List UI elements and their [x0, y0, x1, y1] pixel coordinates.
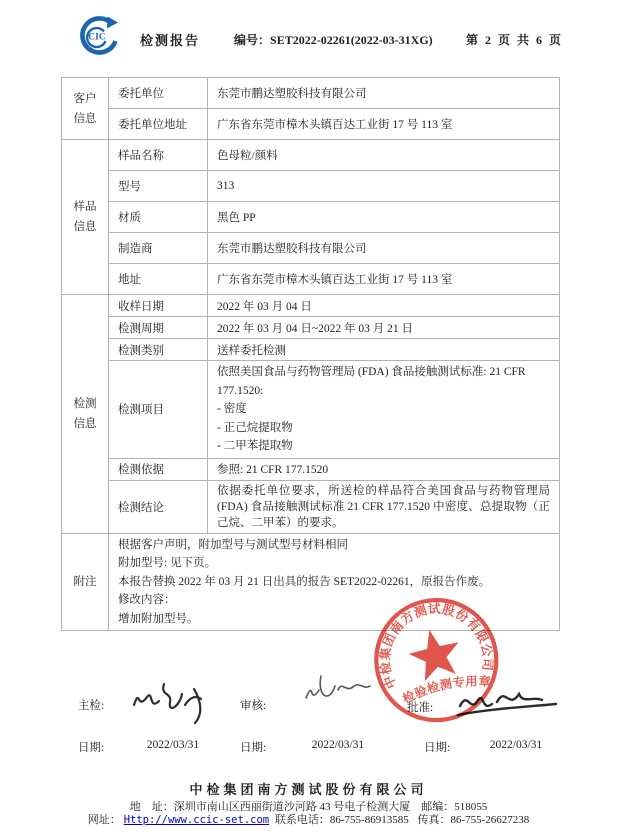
table-row — [62, 109, 560, 140]
table-row — [62, 264, 560, 295]
section-label-sample: 样品信息 — [62, 140, 109, 295]
footer-company-name: 中检集团南方测试股份有限公司 — [189, 782, 428, 797]
table-row — [62, 233, 560, 264]
row-value: 2022 年 03 月 04 日 — [208, 295, 560, 317]
inspector-date-label: 日期: — [78, 742, 105, 754]
table-row — [62, 317, 560, 339]
section-label-test: 检测信息 — [62, 295, 109, 534]
seal-star — [404, 624, 465, 683]
row-label: 样品名称 — [109, 140, 208, 171]
reviewer-signature — [290, 668, 378, 718]
row-label: 检测周期 — [109, 317, 208, 339]
row-label: 制造商 — [109, 233, 208, 264]
note-line: 增加附加型号。 — [118, 612, 199, 625]
table-row — [62, 480, 560, 533]
row-label: 检测类别 — [109, 339, 208, 361]
page-indicator: 第 2 页 共 6 页 — [466, 33, 564, 47]
table-row — [62, 458, 560, 480]
row-label: 委托单位地址 — [109, 109, 208, 140]
note-line: 根据客户声明，附加型号与测试型号材料相同 — [118, 538, 348, 551]
report-title: 检测报告 — [140, 33, 201, 48]
row-value: 黑色 PP — [208, 202, 560, 233]
approver-date-label: 日期: — [424, 742, 451, 754]
inspector-label: 主检: — [78, 700, 105, 712]
report-number — [234, 31, 433, 48]
test-item-line: - 正己烷提取物 — [217, 421, 293, 434]
table-row — [62, 78, 560, 109]
footer-address: 地 址：深圳市南山区西丽街道沙河路 43 号电子检测大厦 邮编：518055 — [129, 801, 488, 813]
test-item-line: 177.1520: — [217, 384, 264, 397]
inspector-signature — [122, 671, 218, 727]
reviewer-date: 2022/03/31 — [311, 739, 365, 751]
report-number-value: SET2022-02261(2022-03-31XG) — [270, 33, 433, 47]
row-value-test-items — [208, 361, 560, 459]
seal-company-text: 中检集团南方测试股份有限公司 — [377, 602, 495, 691]
row-value: 参照: 21 CFR 177.1520 — [208, 458, 560, 480]
row-label: 收样日期 — [109, 295, 208, 317]
inspector-date: 2022/03/31 — [146, 739, 200, 751]
row-value: 广东省东莞市樟木头镇百达工业街 17 号 113 室 — [208, 109, 560, 140]
section-label-customer: 客户信息 — [62, 78, 109, 140]
report-number-label: 编号： — [234, 33, 271, 47]
test-item-line: - 密度 — [217, 403, 247, 415]
note-line: 本报告替换 2022 年 03 月 21 日出具的报告 SET2022-02261，原报告作废。 — [118, 575, 491, 588]
row-label: 检测依据 — [109, 458, 208, 480]
section-label-notes: 附注 — [62, 533, 109, 631]
row-value-conclusion: 依据委托单位要求，所送检的样品符合美国食品与药物管理局 (FDA) 食品接触测试标准 21 CFR 177.1520 中密度、总提取物（正己烷、二甲苯）的要求。 — [208, 480, 560, 533]
row-value: 色母粒/颜料 — [208, 140, 560, 171]
reviewer-label: 审核: — [240, 700, 267, 712]
approver-label: 批准: — [407, 702, 434, 714]
test-item-line: 依照美国食品与药物管理局 (FDA) 食品接触测试标准: 21 CFR — [217, 366, 526, 378]
row-label: 材质 — [109, 202, 208, 233]
footer-contact-line — [0, 811, 617, 827]
row-value: 2022 年 03 月 04 日~2022 年 03 月 21 日 — [208, 317, 560, 339]
footer-fax: 传真：86-755-26627238 — [417, 814, 530, 826]
website-label: 网址： — [87, 814, 121, 826]
report-info-table — [61, 77, 560, 631]
table-row — [62, 339, 560, 361]
table-row — [62, 361, 560, 459]
row-label: 检测项目 — [109, 361, 208, 459]
row-value: 送样委托检测 — [208, 339, 560, 361]
logo-arrow — [107, 17, 118, 29]
row-label: 委托单位 — [109, 78, 208, 109]
test-item-line: - 二甲苯提取物 — [217, 440, 293, 452]
table-row — [62, 140, 560, 171]
note-line: 修改内容： — [118, 594, 176, 606]
row-value: 东莞市鹏达塑胶科技有限公司 — [208, 233, 560, 264]
approver-date: 2022/03/31 — [489, 739, 543, 751]
cic-logo-icon — [71, 15, 123, 57]
logo-text: CIC — [88, 32, 106, 43]
table-row — [62, 171, 560, 202]
row-value: 东莞市鹏达塑胶科技有限公司 — [208, 78, 560, 109]
note-line: 附加型号: 见下页。 — [118, 557, 217, 569]
row-label: 地址 — [109, 264, 208, 295]
row-value: 313 — [208, 171, 560, 202]
row-label: 检测结论 — [109, 480, 208, 533]
table-row — [62, 202, 560, 233]
website-link[interactable]: Http://www.ccic-set.com — [123, 814, 270, 826]
row-label: 型号 — [109, 171, 208, 202]
seal-caption-text: 检验检测专用章 — [400, 674, 492, 707]
footer-phone: 联系电话：86-755-86913585 — [274, 814, 409, 826]
reviewer-date-label: 日期: — [240, 742, 267, 754]
row-value: 广东省东莞市樟木头镇百达工业街 17 号 113 室 — [208, 264, 560, 295]
table-row — [62, 295, 560, 317]
